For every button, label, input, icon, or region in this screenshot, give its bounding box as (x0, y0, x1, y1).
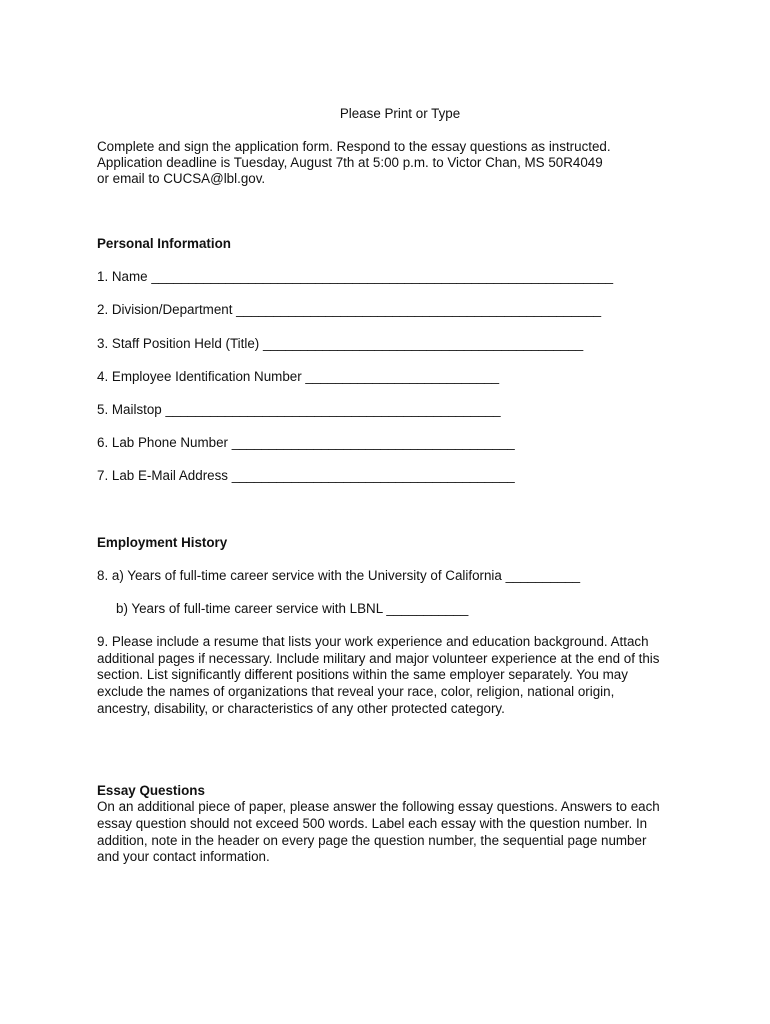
intro-line-3: or email to CUCSA@lbl.gov. (97, 171, 266, 186)
resume-instruction-line-1: 9. Please include a resume that lists your work experience and education background. Attach (97, 634, 649, 649)
lab-phone-field[interactable]: 6. Lab Phone Number ______________________________________ (97, 435, 515, 450)
resume-instruction-line-2: additional pages if necessary. Include military and major volunteer experience at the end of this (97, 651, 660, 666)
resume-instruction-line-4: exclude the names of organizations that reveal your race, color, religion, national origin, (97, 684, 615, 699)
staff-position-field[interactable]: 3. Staff Position Held (Title) ___________________________________________ (97, 336, 584, 351)
employee-id-field[interactable]: 4. Employee Identification Number __________________________ (97, 369, 500, 384)
essay-questions-heading: Essay Questions (97, 783, 205, 798)
personal-information-heading: Personal Information (97, 236, 231, 251)
resume-instruction-line-3: section. List significantly different positions within the same employer separately. You may (97, 667, 628, 682)
essay-instruction-line-1: On an additional piece of paper, please answer the following essay questions. Answers to each (97, 799, 660, 814)
lab-email-field[interactable]: 7. Lab E-Mail Address ______________________________________ (97, 468, 515, 483)
name-field[interactable]: 1. Name ______________________________________________________________ (97, 269, 614, 284)
page-title: Please Print or Type (339, 106, 461, 121)
years-uc-service-field[interactable]: 8. a) Years of full-time career service with the University of California __________ (97, 568, 581, 583)
essay-instruction-line-4: and your contact information. (97, 849, 270, 864)
essay-instruction-line-3: addition, note in the header on every page the question number, the sequential page number (97, 833, 647, 848)
essay-instruction-line-2: essay question should not exceed 500 words. Label each essay with the question number. In (97, 816, 648, 831)
resume-instruction-line-5: ancestry, disability, or characteristics of any other protected category. (97, 701, 505, 716)
mailstop-field[interactable]: 5. Mailstop _____________________________________________ (97, 402, 501, 417)
intro-line-1: Complete and sign the application form. Respond to the essay questions as instructed. (97, 139, 611, 154)
division-department-field[interactable]: 2. Division/Department _________________________________________________ (97, 302, 602, 317)
employment-history-heading: Employment History (97, 535, 228, 550)
intro-line-2: Application deadline is Tuesday, August 7th at 5:00 p.m. to Victor Chan, MS 50R4049 (97, 155, 603, 170)
years-lbnl-service-field[interactable]: b) Years of full-time career service with LBNL ___________ (116, 601, 469, 616)
